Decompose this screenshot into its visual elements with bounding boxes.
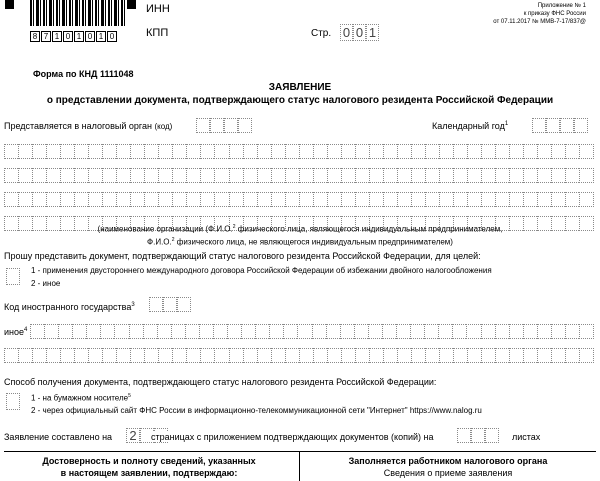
char-cell[interactable]	[58, 324, 72, 339]
char-cell[interactable]	[186, 168, 200, 183]
calendar-year-cell-3[interactable]	[560, 118, 574, 133]
form-title: ЗАЯВЛЕНИЕ	[268, 82, 332, 93]
char-cell[interactable]	[4, 348, 18, 363]
char-cell[interactable]	[537, 348, 551, 363]
inn-label: ИНН	[146, 3, 170, 15]
char-cell[interactable]	[495, 348, 509, 363]
char-cell[interactable]	[4, 144, 18, 159]
char-cell[interactable]	[439, 348, 453, 363]
char-cell[interactable]	[565, 192, 579, 207]
char-cell[interactable]	[551, 324, 565, 339]
tax-authority-code-cell-1[interactable]	[196, 118, 210, 133]
char-cell[interactable]	[88, 348, 102, 363]
char-cell[interactable]	[466, 324, 480, 339]
char-cell[interactable]	[579, 168, 594, 183]
char-cell[interactable]	[340, 324, 354, 339]
char-cell[interactable]	[411, 348, 425, 363]
page-digit-2[interactable]: 0	[353, 24, 366, 41]
char-cell[interactable]	[299, 348, 313, 363]
char-cell[interactable]	[200, 348, 214, 363]
other-row-1[interactable]	[30, 324, 594, 339]
char-cell[interactable]	[467, 192, 481, 207]
char-cell[interactable]	[481, 324, 495, 339]
char-cell[interactable]	[299, 144, 313, 159]
char-cell[interactable]	[88, 168, 102, 183]
calendar-year-label: Календарный год$^1$	[432, 121, 509, 131]
char-cell[interactable]	[269, 324, 283, 339]
char-cell[interactable]	[495, 192, 509, 207]
char-cell[interactable]	[368, 324, 382, 339]
char-cell[interactable]	[369, 168, 383, 183]
char-cell[interactable]	[60, 192, 74, 207]
calendar-year-cell-2[interactable]	[546, 118, 560, 133]
foreign-state-code-cell-2[interactable]	[163, 297, 177, 312]
footer-divider	[4, 451, 596, 452]
char-cell[interactable]	[425, 144, 439, 159]
char-cell[interactable]	[129, 324, 143, 339]
char-cell[interactable]	[396, 324, 410, 339]
tax-authority-code-cell-2[interactable]	[210, 118, 224, 133]
char-cell[interactable]	[241, 324, 255, 339]
char-cell[interactable]	[509, 144, 523, 159]
char-cell[interactable]	[102, 144, 116, 159]
char-cell[interactable]	[172, 168, 186, 183]
method-label: Способ получения документа, подтверждающего статус налогового резидента Российской Федерации:	[4, 377, 437, 387]
char-cell[interactable]	[411, 192, 425, 207]
tax-authority-code-cell-3[interactable]	[224, 118, 238, 133]
char-cell[interactable]	[130, 144, 144, 159]
char-cell[interactable]	[271, 144, 285, 159]
char-cell[interactable]	[214, 348, 228, 363]
char-cell[interactable]	[383, 348, 397, 363]
method-choice-cell[interactable]	[6, 393, 20, 410]
char-cell[interactable]	[158, 348, 172, 363]
char-cell[interactable]	[481, 144, 495, 159]
char-cell[interactable]	[313, 192, 327, 207]
foreign-state-code-label: Код иностранного государства$^3$	[4, 302, 135, 312]
char-cell[interactable]	[369, 348, 383, 363]
char-cell[interactable]	[509, 192, 523, 207]
form-code: Форма по КНД 1111048	[33, 69, 134, 79]
char-cell[interactable]	[4, 168, 18, 183]
char-cell[interactable]	[114, 324, 128, 339]
footer-left-heading: Достоверность и полноту сведений, указанных в настоящем заявлении, подтверждаю:	[42, 456, 256, 478]
char-cell[interactable]	[313, 348, 327, 363]
char-cell[interactable]	[481, 192, 495, 207]
char-cell[interactable]	[157, 324, 171, 339]
corner-marker-right	[127, 0, 136, 9]
char-cell[interactable]	[453, 144, 467, 159]
char-cell[interactable]	[172, 192, 186, 207]
char-cell[interactable]	[355, 144, 369, 159]
calendar-year-cell-4[interactable]	[574, 118, 588, 133]
char-cell[interactable]	[32, 348, 46, 363]
char-cell[interactable]	[144, 144, 158, 159]
char-cell[interactable]	[411, 144, 425, 159]
barcode-digits: 8 7 1 0 1 0 1 0	[30, 26, 118, 44]
char-cell[interactable]	[74, 192, 88, 207]
char-cell[interactable]	[171, 324, 185, 339]
char-cell[interactable]	[46, 192, 60, 207]
char-cell[interactable]	[143, 324, 157, 339]
char-cell[interactable]	[425, 168, 439, 183]
char-cell[interactable]	[271, 348, 285, 363]
char-cell[interactable]	[158, 144, 172, 159]
char-cell[interactable]	[355, 192, 369, 207]
char-cell[interactable]	[397, 192, 411, 207]
sheets-count-cell-1[interactable]	[457, 428, 471, 443]
form-subtitle: о представлении документа, подтверждающего статус налогового резидента Российской Федерации	[46, 95, 554, 106]
char-cell[interactable]	[495, 168, 509, 183]
char-cell[interactable]	[144, 168, 158, 183]
char-cell[interactable]	[200, 192, 214, 207]
char-cell[interactable]	[551, 168, 565, 183]
char-cell[interactable]	[229, 144, 243, 159]
char-cell[interactable]	[565, 168, 579, 183]
char-cell[interactable]	[74, 168, 88, 183]
char-cell[interactable]	[411, 168, 425, 183]
char-cell[interactable]	[523, 192, 537, 207]
char-cell[interactable]	[383, 168, 397, 183]
calendar-year-cell-1[interactable]	[532, 118, 546, 133]
char-cell[interactable]	[100, 324, 114, 339]
char-cell[interactable]	[425, 348, 439, 363]
char-cell[interactable]	[452, 324, 466, 339]
char-cell[interactable]	[214, 144, 228, 159]
char-cell[interactable]	[32, 168, 46, 183]
char-cell[interactable]	[425, 192, 439, 207]
char-cell[interactable]	[229, 192, 243, 207]
char-cell[interactable]	[185, 324, 199, 339]
char-cell[interactable]	[439, 144, 453, 159]
foreign-state-code-cell-1[interactable]	[149, 297, 163, 312]
char-cell[interactable]	[341, 348, 355, 363]
char-cell[interactable]	[509, 324, 523, 339]
char-cell[interactable]	[579, 144, 594, 159]
char-cell[interactable]	[285, 192, 299, 207]
char-cell[interactable]	[481, 168, 495, 183]
char-cell[interactable]	[397, 348, 411, 363]
char-cell[interactable]	[229, 168, 243, 183]
char-cell[interactable]	[213, 324, 227, 339]
char-cell[interactable]	[200, 168, 214, 183]
char-cell[interactable]	[453, 348, 467, 363]
barcode-image	[30, 0, 126, 26]
char-cell[interactable]	[467, 168, 481, 183]
char-cell[interactable]	[271, 192, 285, 207]
char-cell[interactable]	[46, 144, 60, 159]
char-cell[interactable]	[355, 348, 369, 363]
char-cell[interactable]	[158, 168, 172, 183]
char-cell[interactable]	[369, 144, 383, 159]
char-cell[interactable]	[312, 324, 326, 339]
char-cell[interactable]	[86, 324, 100, 339]
char-cell[interactable]	[467, 348, 481, 363]
char-cell[interactable]	[116, 144, 130, 159]
char-cell[interactable]	[523, 348, 537, 363]
name-row-1[interactable]	[4, 144, 594, 159]
char-cell[interactable]	[537, 324, 551, 339]
char-cell[interactable]	[439, 168, 453, 183]
char-cell[interactable]	[382, 324, 396, 339]
char-cell[interactable]	[285, 348, 299, 363]
purpose-option-2: 2 - иное	[31, 279, 61, 288]
char-cell[interactable]	[313, 144, 327, 159]
page-digit-1[interactable]: 0	[340, 24, 353, 41]
char-cell[interactable]	[283, 324, 297, 339]
pages-suffix: листах	[512, 432, 541, 442]
char-cell[interactable]	[410, 324, 424, 339]
char-cell[interactable]	[397, 168, 411, 183]
char-cell[interactable]	[341, 168, 355, 183]
footer-right-heading: Заполняется работником налогового органа Сведения о приеме заявления	[348, 456, 548, 478]
pages-middle: страницах с приложением подтверждающих документов (копий) на	[151, 432, 434, 442]
method-option-2: 2 - через официальный сайт ФНС России в информационно-телекоммуникационной сети "Интернет" https://www.nalog.ru	[31, 406, 482, 415]
char-cell[interactable]	[186, 144, 200, 159]
sheets-count-cell-3[interactable]	[485, 428, 499, 443]
char-cell[interactable]	[144, 348, 158, 363]
char-cell[interactable]	[255, 324, 269, 339]
char-cell[interactable]	[299, 168, 313, 183]
char-cell[interactable]	[60, 348, 74, 363]
char-cell[interactable]	[4, 192, 18, 207]
char-cell[interactable]	[509, 168, 523, 183]
method-option-1: 1 - на бумажном носителе$^5$	[31, 393, 131, 403]
purpose-choice-cell[interactable]	[6, 268, 20, 285]
char-cell[interactable]	[18, 192, 32, 207]
page-label: Стр.	[311, 28, 332, 39]
char-cell[interactable]	[18, 348, 32, 363]
tax-authority-label: Представляется в налоговый орган (код)	[4, 121, 173, 131]
pages-prefix: Заявление составлено на	[4, 432, 113, 442]
name-row-3[interactable]	[4, 192, 594, 207]
char-cell[interactable]	[383, 192, 397, 207]
foreign-state-code-cell-3[interactable]	[177, 297, 191, 312]
char-cell[interactable]	[144, 192, 158, 207]
char-cell[interactable]	[88, 192, 102, 207]
corner-marker-left	[5, 0, 14, 9]
char-cell[interactable]	[116, 168, 130, 183]
char-cell[interactable]	[18, 168, 32, 183]
char-cell[interactable]	[383, 144, 397, 159]
char-cell[interactable]	[537, 168, 551, 183]
char-cell[interactable]	[299, 192, 313, 207]
char-cell[interactable]	[438, 324, 452, 339]
char-cell[interactable]	[523, 168, 537, 183]
char-cell[interactable]	[214, 192, 228, 207]
char-cell[interactable]	[102, 192, 116, 207]
char-cell[interactable]	[297, 324, 311, 339]
char-cell[interactable]	[243, 168, 257, 183]
char-cell[interactable]	[537, 192, 551, 207]
char-cell[interactable]	[327, 348, 341, 363]
char-cell[interactable]	[354, 324, 368, 339]
char-cell[interactable]	[243, 192, 257, 207]
char-cell[interactable]	[453, 192, 467, 207]
char-cell[interactable]	[439, 192, 453, 207]
char-cell[interactable]	[243, 348, 257, 363]
char-cell[interactable]	[495, 324, 509, 339]
char-cell[interactable]	[397, 144, 411, 159]
name-caption: (наименование организации (Ф.И.О.$^2$ физического лица, являющегося индивидуальным предпринимателем, Ф.И.О.$^2$ физического лица, не являющегося индивидуальным предпринимателем)	[97, 224, 503, 247]
char-cell[interactable]	[537, 144, 551, 159]
char-cell[interactable]	[32, 192, 46, 207]
char-cell[interactable]	[227, 324, 241, 339]
char-cell[interactable]	[579, 192, 594, 207]
char-cell[interactable]	[341, 192, 355, 207]
char-cell[interactable]	[18, 144, 32, 159]
char-cell[interactable]	[523, 144, 537, 159]
appendix-note: Приложение № 1 к приказу ФНС России от 07.11.2017 № ММВ-7-17/837@	[493, 3, 586, 25]
char-cell[interactable]	[579, 324, 594, 339]
char-cell[interactable]	[130, 192, 144, 207]
char-cell[interactable]	[130, 168, 144, 183]
char-cell[interactable]	[257, 348, 271, 363]
char-cell[interactable]	[341, 144, 355, 159]
other-label: иное$^4$	[4, 327, 28, 337]
char-cell[interactable]	[172, 144, 186, 159]
char-cell[interactable]	[551, 348, 565, 363]
char-cell[interactable]	[102, 348, 116, 363]
char-cell[interactable]	[102, 168, 116, 183]
char-cell[interactable]	[565, 324, 579, 339]
char-cell[interactable]	[257, 192, 271, 207]
char-cell[interactable]	[200, 144, 214, 159]
page-digit-3[interactable]: 1	[366, 24, 379, 41]
char-cell[interactable]	[424, 324, 438, 339]
char-cell[interactable]	[285, 168, 299, 183]
char-cell[interactable]	[313, 168, 327, 183]
char-cell[interactable]	[257, 168, 271, 183]
char-cell[interactable]	[369, 192, 383, 207]
char-cell[interactable]	[116, 192, 130, 207]
char-cell[interactable]	[186, 192, 200, 207]
char-cell[interactable]	[355, 168, 369, 183]
char-cell[interactable]	[243, 144, 257, 159]
char-cell[interactable]	[130, 348, 144, 363]
sheets-count-cell-2[interactable]	[471, 428, 485, 443]
char-cell[interactable]	[30, 324, 44, 339]
char-cell[interactable]	[326, 324, 340, 339]
char-cell[interactable]	[481, 348, 495, 363]
char-cell[interactable]	[327, 168, 341, 183]
char-cell[interactable]	[509, 348, 523, 363]
char-cell[interactable]	[74, 348, 88, 363]
char-cell[interactable]	[565, 348, 579, 363]
char-cell[interactable]	[565, 144, 579, 159]
tax-authority-code-cell-4[interactable]	[238, 118, 252, 133]
char-cell[interactable]	[327, 192, 341, 207]
char-cell[interactable]	[453, 168, 467, 183]
purpose-option-1: 1 - применения двустороннего международного договора Российской Федерации об избежании двойного налогообложения	[31, 266, 492, 275]
name-row-2[interactable]	[4, 168, 594, 183]
char-cell[interactable]	[60, 168, 74, 183]
other-row-2[interactable]	[4, 348, 594, 363]
char-cell[interactable]	[257, 144, 271, 159]
char-cell[interactable]	[467, 144, 481, 159]
char-cell[interactable]	[46, 348, 60, 363]
char-cell[interactable]	[285, 144, 299, 159]
char-cell[interactable]	[214, 168, 228, 183]
char-cell[interactable]	[44, 324, 58, 339]
char-cell[interactable]	[579, 348, 594, 363]
char-cell[interactable]	[495, 144, 509, 159]
char-cell[interactable]	[172, 348, 186, 363]
char-cell[interactable]	[523, 324, 537, 339]
char-cell[interactable]	[46, 168, 60, 183]
char-cell[interactable]	[158, 192, 172, 207]
kpp-label: КПП	[146, 27, 169, 39]
char-cell[interactable]	[229, 348, 243, 363]
char-cell[interactable]	[551, 144, 565, 159]
char-cell[interactable]	[116, 348, 130, 363]
purpose-request: Прошу представить документ, подтверждающий статус налогового резидента Российской Федерации, для целей:	[4, 251, 481, 261]
char-cell[interactable]	[186, 348, 200, 363]
char-cell[interactable]	[74, 144, 88, 159]
char-cell[interactable]	[199, 324, 213, 339]
char-cell[interactable]	[32, 144, 46, 159]
char-cell[interactable]	[88, 144, 102, 159]
char-cell[interactable]	[327, 144, 341, 159]
char-cell[interactable]	[60, 144, 74, 159]
char-cell[interactable]	[271, 168, 285, 183]
char-cell[interactable]	[72, 324, 86, 339]
char-cell[interactable]	[551, 192, 565, 207]
pages-count-cell-1[interactable]: 2	[126, 428, 140, 443]
